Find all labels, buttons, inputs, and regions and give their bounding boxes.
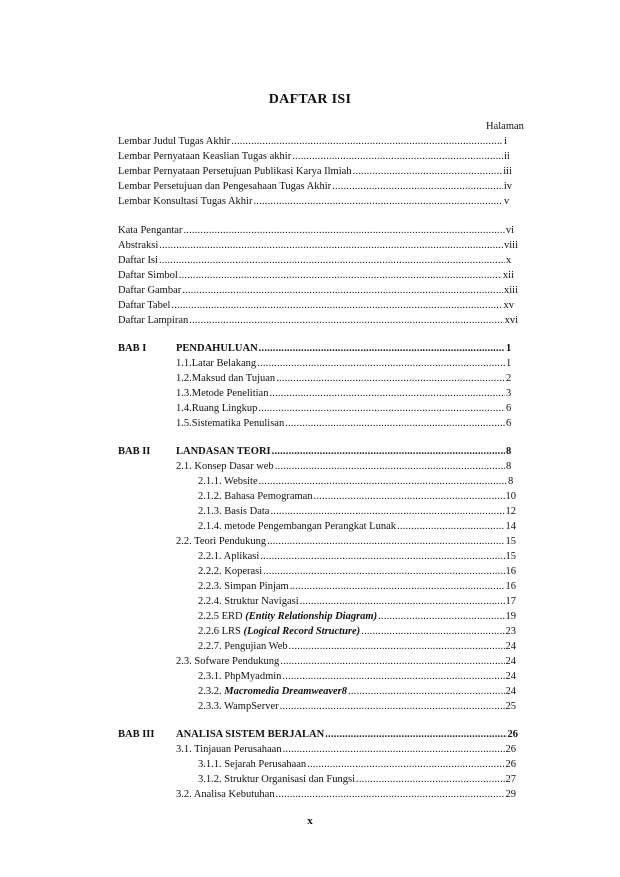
toc-entry: Daftar Gambar ..... xiii xyxy=(118,284,518,298)
halaman-label: Halaman xyxy=(486,121,524,132)
toc-entry: 3.1.1. Sejarah Perusahaan ..... 26 xyxy=(198,758,516,772)
chapter-number: BAB III xyxy=(118,729,155,740)
toc-entry: 2.2. Teori Pendukung ..... 15 xyxy=(176,535,516,549)
toc-entry: Lembar Judul Tugas Akhir ..... i xyxy=(118,135,512,149)
toc-entry: Daftar Isi ..... x xyxy=(118,254,514,268)
toc-entry: 2.1. Konsep Dasar web ..... 8 xyxy=(176,460,514,474)
toc-entry: 1.5.Sistematika Penulisan ..... 6 xyxy=(176,417,514,431)
toc-entry: Lembar Pernyataan Persetujuan Publikasi Karya Ilmiah ..... iii xyxy=(118,165,512,179)
toc-entry: 1.1.Latar Belakang ..... 1 xyxy=(176,357,514,371)
toc-entry: Lembar Konsultasi Tugas Akhir ..... v xyxy=(118,195,512,209)
toc-entry: 3.1.2. Struktur Organisasi dan Fungsi ..... 27 xyxy=(198,773,516,787)
toc-entry: 2.1.4. metode Pengembangan Perangkat Lunak ..... 14 xyxy=(198,520,516,534)
chapter-number: BAB II xyxy=(118,446,151,457)
toc-entry: 2.1.1. Website ..... 8 xyxy=(198,475,516,489)
toc-entry: 1.4.Ruang Lingkup ..... 6 xyxy=(176,402,514,416)
toc-entry: 2.2.7. Pengujian Web ..... 24 xyxy=(198,640,516,654)
toc-entry: 2.1.2. Bahasa Pemograman ..... 10 xyxy=(198,490,516,504)
chapter-entry: PENDAHULUAN ..... 1 xyxy=(176,342,514,356)
toc-entry: 2.3. Sofware Pendukung ..... 24 xyxy=(176,655,516,669)
page-title: DAFTAR ISI xyxy=(268,92,352,107)
toc-entry: 1.2.Maksud dan Tujuan ..... 2 xyxy=(176,372,514,386)
page-number: x xyxy=(307,815,313,827)
toc-entry: Daftar Simbol ..... xii xyxy=(118,269,514,283)
toc-entry: 2.2.6 LRS (Logical Record Structure) ..... 23 xyxy=(198,625,516,639)
toc-entry: 2.2.2. Koperasi ..... 16 xyxy=(198,565,516,579)
chapter-number: BAB I xyxy=(118,343,147,354)
toc-entry: 2.2.1. Aplikasi ..... 15 xyxy=(198,550,516,564)
toc-entry: 2.3.3. WampServer ..... 25 xyxy=(198,700,516,714)
toc-entry: Lembar Pernyataan Keaslian Tugas akhir ..... ii xyxy=(118,150,512,164)
toc-entry: 3.2. Analisa Kebutuhan ..... 29 xyxy=(176,788,516,802)
toc-entry: 2.2.5 ERD (Entity Relationship Diagram) ..... 19 xyxy=(198,610,516,624)
toc-entry: 2.2.3. Simpan Pinjam ..... 16 xyxy=(198,580,516,594)
toc-entry: 2.3.1. PhpMyadmin ..... 24 xyxy=(198,670,516,684)
chapter-entry: ANALISA SISTEM BERJALAN ..... 26 xyxy=(176,728,518,742)
toc-entry: 1.3.Metode Penelitian ..... 3 xyxy=(176,387,514,401)
toc-entry: Lembar Persetujuan dan Pengesahaan Tugas Akhir ..... iv xyxy=(118,180,512,194)
toc-entry: 2.2.4. Struktur Navigasi ..... 17 xyxy=(198,595,516,609)
toc-entry: Daftar Lampiran ..... xvi xyxy=(118,314,518,328)
toc-entry: 2.1.3. Basis Data ..... 12 xyxy=(198,505,516,519)
toc-entry: Daftar Tabel ..... xv xyxy=(118,299,514,313)
toc-entry: Abstraksi ..... viii xyxy=(118,239,518,253)
toc-entry: 3.1. Tinjauan Perusahaan ..... 26 xyxy=(176,743,516,757)
chapter-entry: LANDASAN TEORI ..... 8 xyxy=(176,445,514,459)
toc-entry: 2.3.2. Macromedia Dreamweaver8 ..... 24 xyxy=(198,685,516,699)
toc-entry: Kata Pengantar ..... vi xyxy=(118,224,514,238)
